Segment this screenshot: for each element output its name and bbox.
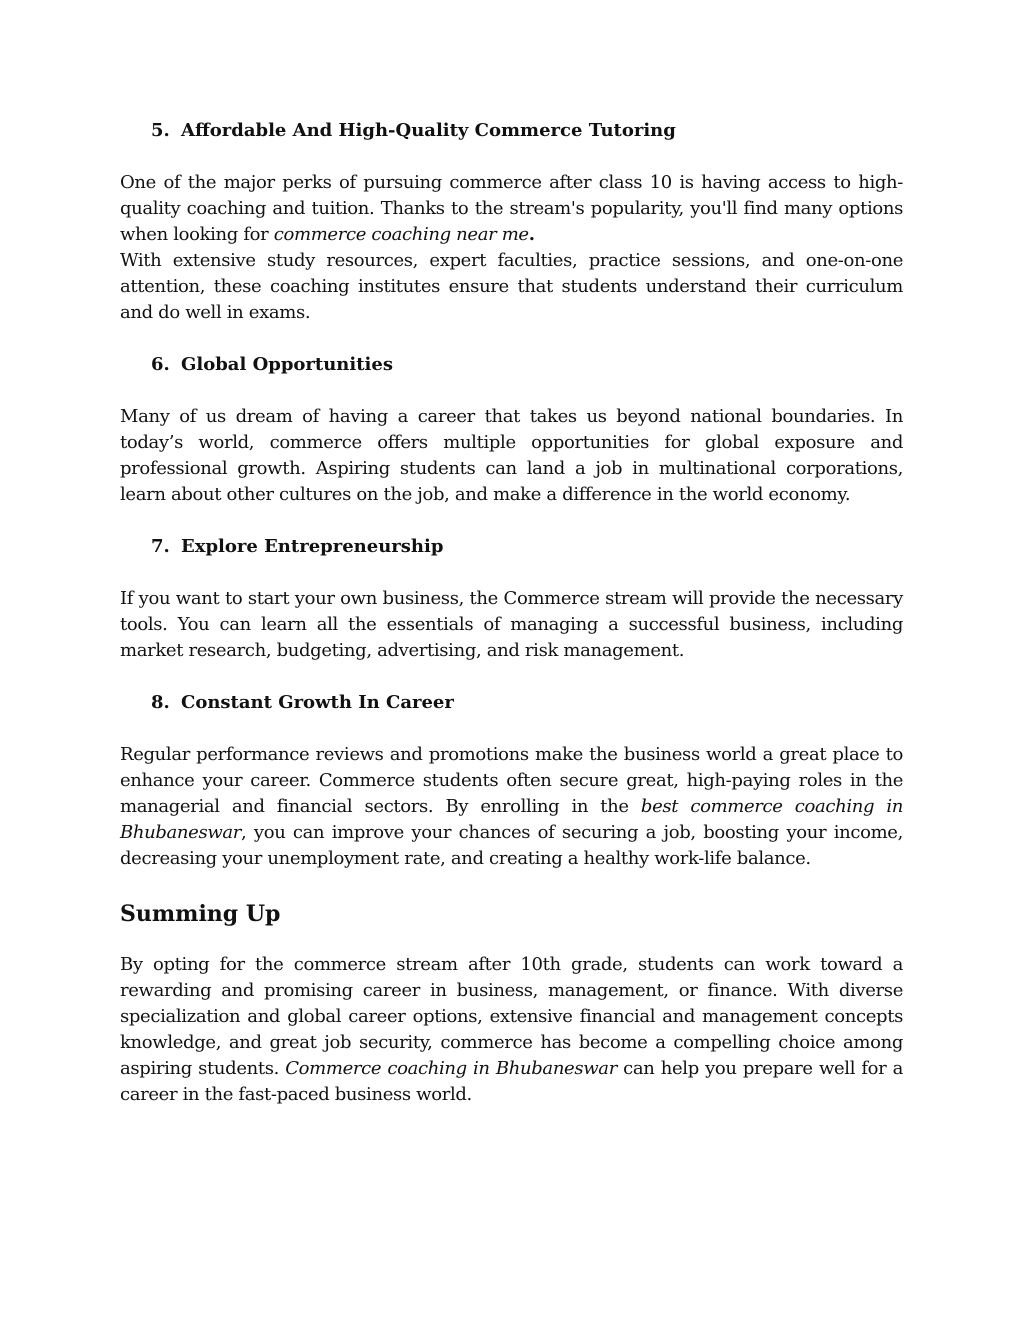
section-body-7 (120, 586, 903, 664)
paragraph: If you want to start your own business, the Commerce stream will provide the necessary tools. You can learn all the essentials of managing a successful business, including market research, budgeting, advertising, and risk management. (120, 588, 903, 661)
paragraph (120, 742, 903, 872)
italic-phrase: Commerce coaching in Bhubaneswar (285, 1058, 617, 1079)
paragraph (120, 170, 903, 248)
summary-heading: Summing Up (120, 901, 281, 927)
paragraph-text: Regular performance reviews and promotions make the business world a great place to enhance your career. Commerce students often secure great, high-paying roles in the managerial and financial sectors. By enrolling in the (120, 744, 903, 817)
section-heading-8 (151, 690, 903, 716)
paragraph-text-end: , you can improve your chances of securing a job, boosting your income, decreasing your unemployment rate, and creating a healthy work-life balance. (120, 822, 903, 869)
section-heading-7 (151, 534, 903, 560)
section-title: Global Opportunities (181, 354, 393, 375)
paragraph: With extensive study resources, expert faculties, practice sessions, and one-on-one attention, these coaching institutes ensure that students understand their curriculum and do well in exams. (120, 250, 903, 323)
section-body-5 (120, 170, 903, 326)
paragraph-text-end: . (528, 224, 535, 245)
section-title: Affordable And High-Quality Commerce Tutoring (181, 120, 676, 141)
document-page (120, 118, 903, 1134)
section-title: Explore Entrepreneurship (181, 536, 444, 557)
paragraph-text-end: can help you prepare well for a career in the fast-paced business world. (120, 1058, 903, 1105)
paragraph (120, 952, 903, 1108)
section-number: 8. (151, 692, 170, 713)
section-body-6 (120, 404, 903, 508)
section-heading-6 (151, 352, 903, 378)
section-number: 7. (151, 536, 170, 557)
paragraph-text: One of the major perks of pursuing commerce after class 10 is having access to high-quality coaching and tuition. Thanks to the stream's popularity, you'll find many options when looking for (120, 172, 903, 245)
paragraph: Many of us dream of having a career that takes us beyond national boundaries. In today’s world, commerce offers multiple opportunities for global exposure and professional growth. Aspiring students can land a job in multinational corporations, learn about other cultures on the job, and make a difference in the world economy. (120, 406, 903, 505)
summary-body (120, 952, 903, 1108)
section-number: 5. (151, 120, 170, 141)
paragraph-text: By opting for the commerce stream after 10th grade, students can work toward a rewarding and promising career in business, management, or finance. With diverse specialization and global career options, extensive financial and management concepts knowledge, and great job security, commerce has become a compelling choice among aspiring students. (120, 954, 903, 1079)
section-body-8 (120, 742, 903, 872)
section-number: 6. (151, 354, 170, 375)
italic-phrase: commerce coaching near me (273, 224, 529, 245)
section-heading-5 (151, 118, 903, 144)
section-title: Constant Growth In Career (181, 692, 454, 713)
italic-phrase: best commerce coaching in Bhubaneswar (120, 796, 904, 843)
